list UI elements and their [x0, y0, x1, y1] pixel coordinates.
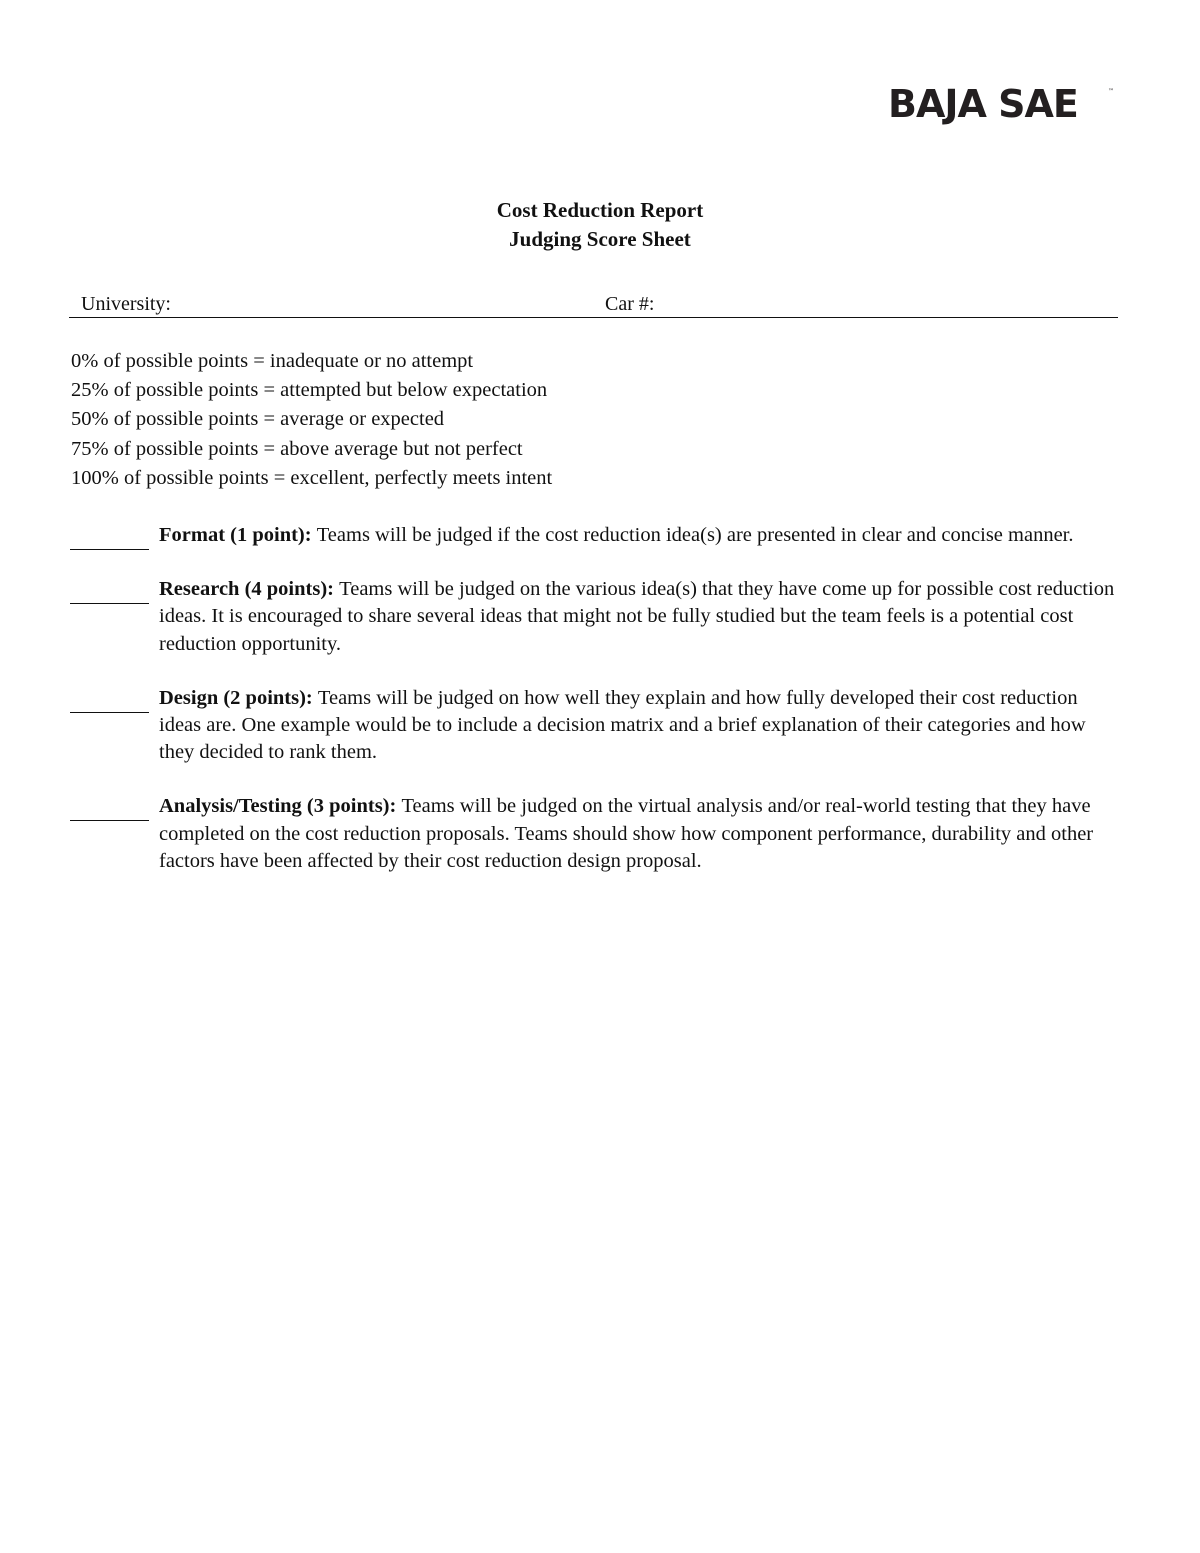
- criterion-body: [159, 522, 1119, 549]
- scoring-scale: [71, 347, 1121, 493]
- criterion-title: Format (1 point):: [159, 524, 317, 546]
- title-line-2: Judging Score Sheet: [509, 227, 691, 251]
- baja-sae-logo: [888, 82, 1118, 126]
- score-blank: [70, 549, 149, 550]
- criterion-body: [159, 576, 1119, 658]
- scale-line: 75% of possible points = above average but not perfect: [71, 437, 523, 460]
- criterion-description: Teams will be judged on how well they explain and how fully developed their cost reduction ideas are. One example would be to include a decision matrix and a brief explanation of their categories and how they decided to rank them.: [159, 686, 1086, 764]
- identification-row: [69, 292, 1118, 318]
- criterion-body: [159, 793, 1119, 875]
- criterion-design: [70, 685, 1150, 767]
- logo-text: BAJA SAE: [888, 82, 1078, 126]
- criterion-research: [70, 576, 1150, 658]
- score-blank: [70, 603, 149, 604]
- criterion-title: Analysis/Testing (3 points):: [159, 795, 402, 818]
- criterion-description: Teams will be judged if the cost reduction idea(s) are presented in clear and concise manner.: [316, 524, 1074, 546]
- document-title: [0, 196, 1200, 254]
- scale-line: 25% of possible points = attempted but below expectation: [71, 379, 548, 402]
- criterion-description: Teams will be judged on the various idea(s) that they have come up for possible cost reduction ideas. It is encouraged to share several ideas that might not be fully studied but the team feels is a potential cost reduction opportunity.: [159, 578, 1115, 655]
- logo-trademark: ™: [1108, 88, 1114, 95]
- scale-line: 0% of possible points = inadequate or no attempt: [71, 350, 474, 372]
- scale-line: 100% of possible points = excellent, perfectly meets intent: [71, 466, 553, 489]
- criterion-format: [70, 522, 1150, 549]
- criterion-title: Research (4 points):: [159, 578, 340, 601]
- criterion-title: Design (2 points):: [159, 686, 318, 709]
- title-line-1: Cost Reduction Report: [496, 198, 704, 222]
- criteria-list: [70, 522, 1150, 902]
- criterion-analysis-testing: [70, 793, 1150, 875]
- score-blank: [70, 820, 149, 821]
- criterion-body: [159, 685, 1119, 767]
- score-blank: [70, 712, 149, 713]
- university-label: University:: [81, 293, 171, 315]
- scale-line: 50% of possible points = average or expected: [71, 408, 445, 431]
- criterion-description: Teams will be judged on the virtual analysis and/or real-world testing that they have completed on the cost reduction proposals. Teams should show how component performance, durability and other factors have been affected by their cost reduction design proposal.: [159, 795, 1094, 872]
- car-number-label: Car #:: [605, 293, 655, 315]
